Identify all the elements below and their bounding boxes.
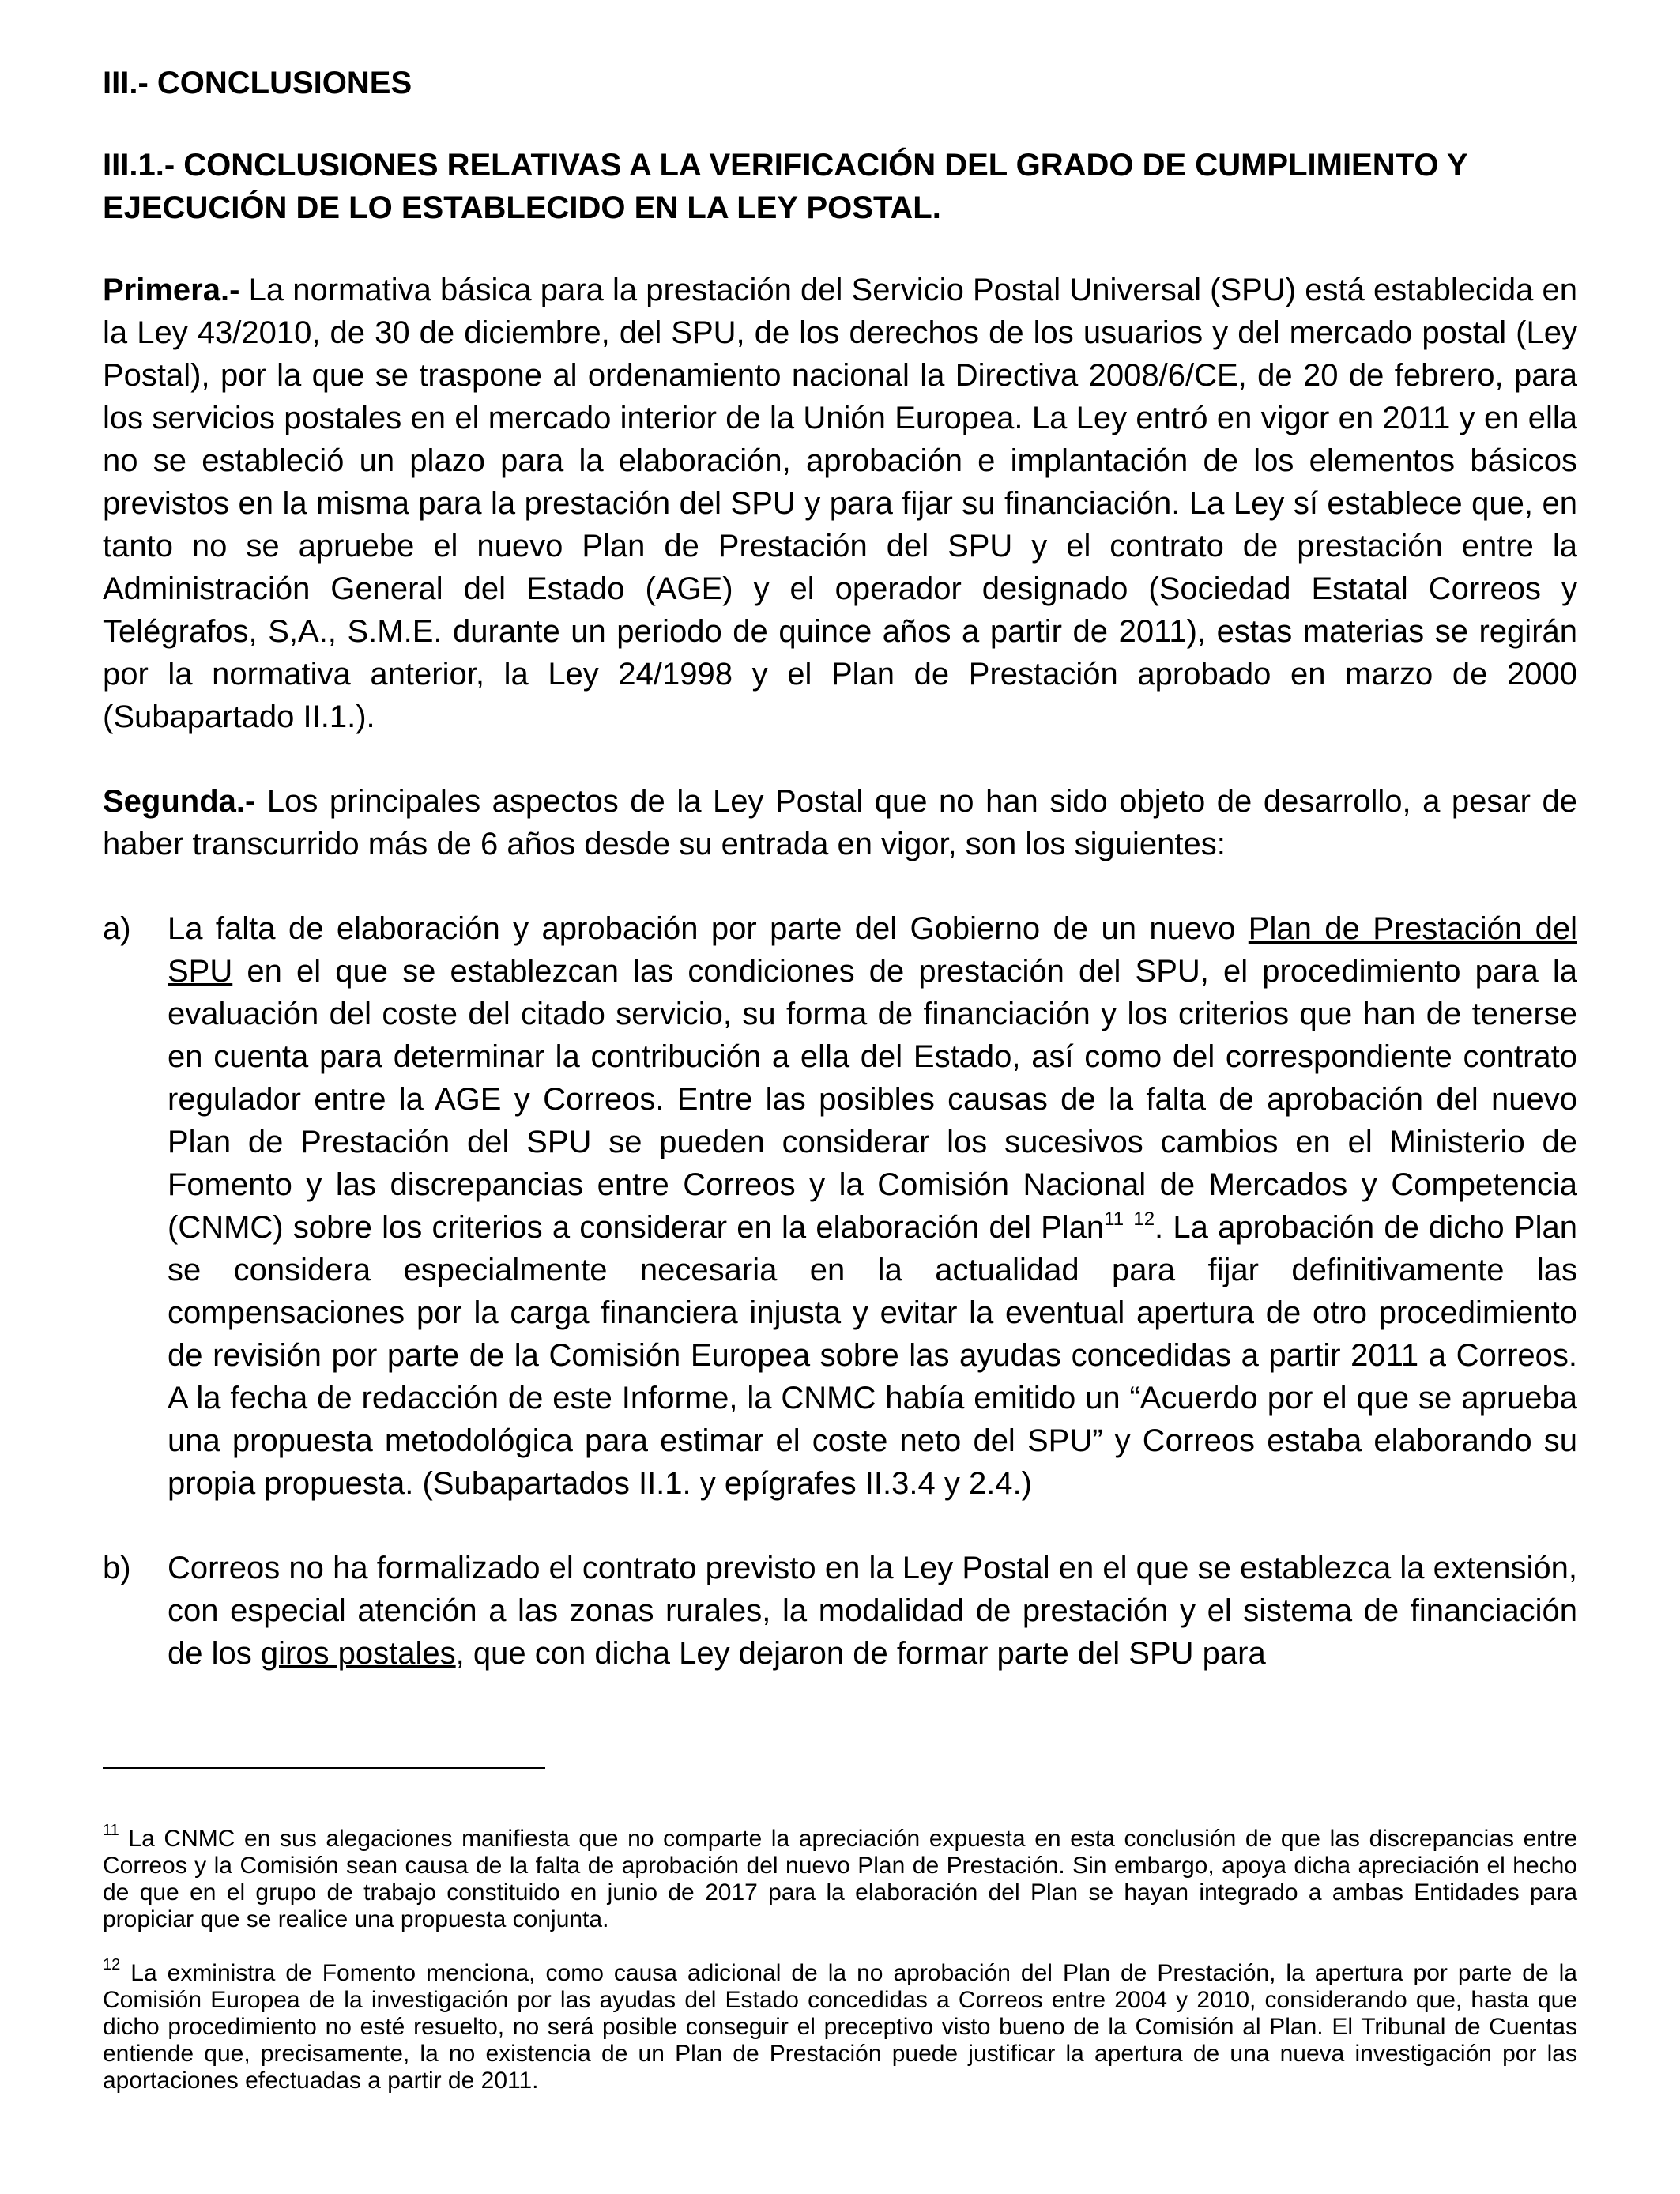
item-b-text-1: Correos no ha formalizado el contrato previsto en la Ley Postal en el que se establezca la extensión, con especial atención a las zonas rurales, la modalidad de prestación y el sistema de financiación de los — [168, 1551, 1577, 1671]
footnote-ref-11: 11 — [1104, 1208, 1124, 1230]
list-item-a — [103, 907, 1577, 1505]
conclusion-list — [103, 907, 1577, 1675]
conclusion-segunda-text: Los principales aspectos de la Ley Postal que no han sido objeto de desarrollo, a pesar de haber transcurrido más de 6 años desde su entrada en vigor, son los siguientes: — [103, 784, 1577, 861]
footnote-11 — [103, 1822, 1577, 1933]
conclusion-segunda — [103, 780, 1577, 865]
footnote-number: 11 — [103, 1822, 119, 1839]
conclusion-segunda-label: Segunda.- — [103, 784, 256, 819]
item-a-text-2: en el que se establezcan las condiciones de prestación del SPU, el procedimiento para la evaluación del coste del citado servicio, su forma de financiación y los criterios que han de tenerse en cuenta para determinar la contribución a ella del Estado, así como del correspondiente contrato regulador entre la AGE y Correos. Entre las posibles causas de la falta de aprobación del nuevo Plan de Prestación del SPU se pueden considerar los sucesivos cambios en el Ministerio de Fomento y las discrepancias entre Correos y la Comisión Nacional de Mercados y Competencia (CNMC) sobre los criterios a considerar en la elaboración del Plan — [168, 954, 1577, 1245]
footnote-text: La exministra de Fomento menciona, como causa adicional de la no aprobación del Plan de Prestación, la apertura por parte de la Comisión Europea de la investigación por las ayudas del Estado concedidas a Correos entre 2004 y 2010, considerando que, hasta que dicho procedimiento no esté resuelto, no será posible conseguir el preceptivo visto bueno de la Comisión al Plan. El Tribunal de Cuentas entiende que, precisamente, la no existencia de un Plan de Prestación puede justificar la apertura de una nueva investigación por las aportaciones efectuadas a partir de 2011. — [103, 1960, 1577, 2094]
item-a-underlined-term: Plan de Prestación del SPU — [168, 911, 1577, 989]
subsection-title: III.1.- CONCLUSIONES RELATIVAS A LA VERIFICACIÓN DEL GRADO DE CUMPLIMIENTO Y EJECUCIÓN DE LO ESTABLECIDO EN LA LEY POSTAL. — [103, 148, 1467, 225]
item-b-text-2: , que con dicha Ley dejaron de formar parte del SPU para — [455, 1636, 1266, 1671]
item-a-text-3: . La aprobación de dicho Plan se considera especialmente necesaria en la actualidad para fijar definitivamente las compensaciones por la carga financiera injusta y evitar la eventual apertura de otro procedimiento de revisión por parte de la Comisión Europea sobre las ayudas concedidas a partir 2011 a Correos. A la fecha de redacción de este Informe, la CNMC había emitido un “Acuerdo por el que se aprueba una propuesta metodológica para estimar el coste neto del SPU” y Correos estaba elaborando su propia propuesta. (Subapartados II.1. y epígrafes II.3.4 y 2.4.) — [168, 1210, 1577, 1501]
list-body-b — [168, 1547, 1577, 1675]
footnote-12 — [103, 1956, 1577, 2094]
conclusion-primera-label: Primera.- — [103, 273, 240, 307]
item-b-underlined-term: giros postales — [260, 1636, 456, 1671]
conclusion-primera — [103, 269, 1577, 738]
section-title: III.- CONCLUSIONES — [103, 66, 412, 100]
list-marker-b: b) — [103, 1551, 131, 1585]
footnotes — [103, 1822, 1577, 2094]
list-marker-a: a) — [103, 911, 131, 946]
conclusion-primera-text: La normativa básica para la prestación del Servicio Postal Universal (SPU) está establecida en la Ley 43/2010, de 30 de diciembre, del SPU, de los derechos de los usuarios y del mercado postal (Ley Postal), por la que se traspone al ordenamiento nacional la Directiva 2008/6/CE, de 20 de febrero, para los servicios postales en el mercado interior de la Unión Europea. La Ley entró en vigor en 2011 y en ella no se estableció un plazo para la elaboración, aprobación e implantación de los elementos básicos previstos en la misma para la prestación del SPU y para fijar su financiación. La Ley sí establece que, en tanto no se apruebe el nuevo Plan de Prestación del SPU y el contrato de prestación entre la Administración General del Estado (AGE) y el operador designado (Sociedad Estatal Correos y Telégrafos, S,A., S.M.E. durante un periodo de quince años a partir de 2011), estas materias se regirán por la normativa anterior, la Ley 24/1998 y el Plan de Prestación aprobado en marzo de 2000 (Subapartado II.1.). — [103, 273, 1577, 734]
item-a-text-1: La falta de elaboración y aprobación por parte del Gobierno de un nuevo — [168, 911, 1249, 946]
document-page — [103, 62, 1577, 1675]
footnote-number: 12 — [103, 1956, 121, 1973]
footnote-text: La CNMC en sus alegaciones manifiesta que no comparte la apreciación expuesta en esta conclusión de que las discrepancias entre Correos y la Comisión sean causa de la falta de aprobación del nuevo Plan de Prestación. Sin embargo, apoya dicha apreciación el hecho de que en el grupo de trabajo constituido en junio de 2017 para la elaboración del Plan se hayan integrado a ambas Entidades para propiciar que se realice una propuesta conjunta. — [103, 1826, 1577, 1932]
footnote-separator — [103, 1767, 545, 1769]
list-body-a — [168, 907, 1577, 1505]
footnote-ref-12: 12 — [1133, 1208, 1155, 1230]
list-item-b — [103, 1547, 1577, 1675]
